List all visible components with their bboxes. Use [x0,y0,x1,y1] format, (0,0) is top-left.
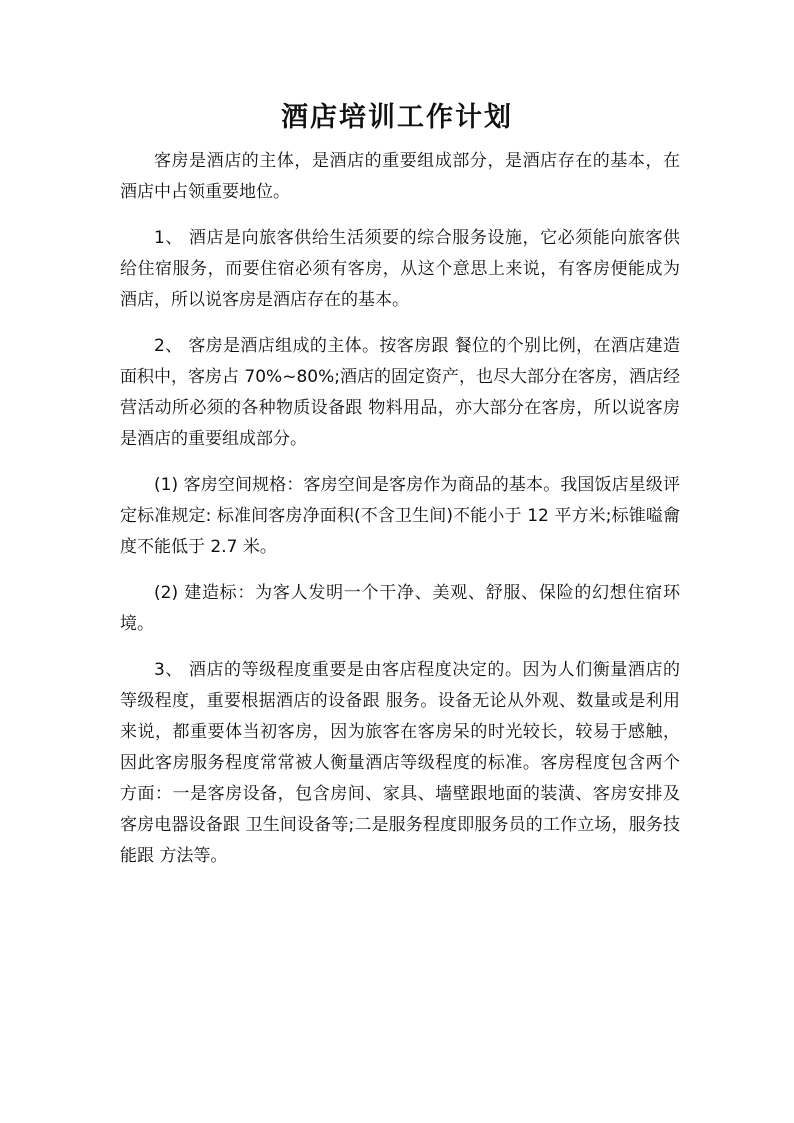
document-title: 酒店培训工作计划 [281,102,513,133]
paragraph-point-2: 2、 客房是酒店组成的主体。按客房跟 餐位的个别比例，在酒店建造面积中，客房占 70%~80%;酒店的固定资产，也尽大部分在客房，酒店经营活动所必须的各种物质设备跟 物料用品，亦大部分在客房，所以说客房是酒店的重要组成部分。 [120,336,680,449]
paragraph-point-3: 3、 酒店的等级程度重要是由客店程度决定的。因为人们衡量酒店的等级程度，重要根据酒店的设备跟 服务。设备无论从外观、数量或是利用来说，都重要体当初客房，因为旅客在客房呆的时光较长，较易于感触，因此客房服务程度常常被人衡量酒店等级程度的标准。客房程度包含两个方面：一是客房设备，包含房间、家具、墙壁跟地面的装潢、客房安排及客房电器设备跟 卫生间设备等;二是服务程度即服务员的工作立场，服务技能跟 方法等。 [120,660,680,866]
paragraph-point-1: 1、 酒店是向旅客供给生活须要的综合服务设施，它必须能向旅客供给住宿服务，而要住宿必须有客房，从这个意思上来说，有客房便能成为酒店，所以说客房是酒店存在的基本。 [120,228,680,310]
document-body [120,146,680,887]
paragraph-subpoint-2: (2) 建造标：为客人发明一个干净、美观、舒服、保险的幻想住宿环境。 [120,583,680,634]
paragraph-subpoint-1: (1) 客房空间规格：客房空间是客房作为商品的基本。我国饭店星级评定标准规定: 标准间客房净面积(不含卫生间)不能小于 12 平方米;标锥嗌龠度不能低于 2.7 米。 [120,475,680,557]
paragraph-intro: 客房是酒店的主体，是酒店的重要组成部分，是酒店存在的基本，在酒店中占领重要地位。 [120,151,680,202]
